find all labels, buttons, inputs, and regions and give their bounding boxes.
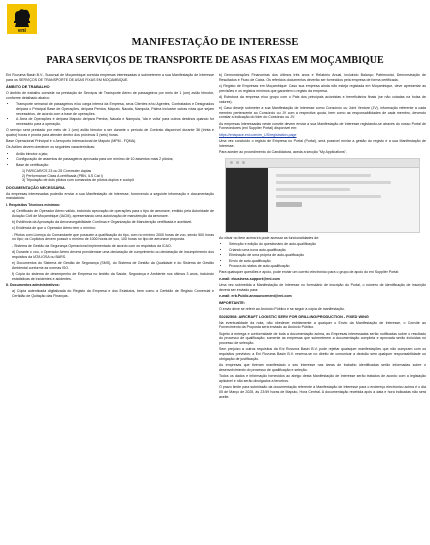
service-heading: S0282508: AIRCRAFT LOGISTIC SERV FOR DRILLING/PRODUCTION - FIXED WING	[219, 314, 369, 319]
certification-item: 1) FAR/CAR/CS 23 ou 25 Commuter duplas	[22, 168, 92, 173]
right-column	[219, 73, 426, 401]
requirement-item: • Base de certificação:	[16, 163, 214, 168]
certification-list	[6, 169, 214, 183]
intro-paragraph: Eni Rovuma Basin B.V., Sucursal de Moçambique convida empresas interessadas a submeterem a sua Manifestação de Interesse para os SERVIÇOS DE TRANSPORTE DE ASAS FIXAS EM MOÇAMBIQUE.	[6, 73, 214, 82]
technical-item: - Pilotos com Licença do Comandante que possuem a qualificação do tipo, com no mínimo 2000 horas de voo, sendo 500 horas no tipo; os Copilotos devem possuir o mínimo de 1000 horas de voo, 100 horas no tipo de aeronave proposta.	[12, 232, 214, 242]
document-subtitle: PARA SERVIÇOS DE TRANSPORTE DE ASAS FIXAS EM MOÇAMBIQUE	[46, 55, 384, 66]
portal-screenshot	[225, 158, 420, 233]
support-email[interactable]: e-mail: ebusiness.support@eni.com	[219, 276, 280, 281]
certification-item: 3) Tripulação de dois pilotos com comandos de pilotos duplos e cockpit	[22, 178, 134, 183]
requirements-list	[6, 152, 214, 168]
screenshot-sidebar	[226, 168, 268, 232]
submission-paragraph: As empresas interessadas neste convite devem enviar a sua Manifestação de Interesse registando-se através do nosso Portal de Fornecedores (eni Supplier Portal) disponível em:	[219, 121, 426, 131]
technical-item: c) Evidência de que o Operador Aéreo tem o mínimo:	[12, 226, 96, 231]
docs-paragraph: As empresas interessadas poderão enviar a sua Manifestação de Interesse, fornecendo a seguinte informação e documentação mandatória:	[6, 191, 214, 201]
important-paragraph: O envio deve se referir ao Anúncio Público e se seguir a cópia de manifestação.	[219, 307, 345, 312]
window-dot	[236, 161, 239, 164]
requirement-item: • Configuração de assentos de passageiros aprovada para um mínimo de 10 assentos mais 2 pilotos;	[16, 157, 214, 162]
admin-item: b) Demonstrações Financeiras dos últimos três anos e Relatório Anual, incluindo Balanço Patrimonial, Demonstração de Resultados e Fluxo de Caixa. Os referidos documentos deverão ser fornecidos pela empresa de forma certificada.	[219, 73, 426, 82]
technical-item: - Sistema de Gestão da Segurança Operacional implementado de acordo com os requisitos da ICAO.	[12, 243, 172, 248]
note-paragraph: Todos os dados e informação fornecidos ao abrigo desta Manifestação de Interesse serão tratados de acordo com a legislação aplicável e não serão divulgados a terceiros.	[219, 374, 426, 383]
note-paragraph: O prazo limite para submissão da documentação referente à Manifestação de Interesse para o endereço electrónico acima é o dia 05 de Março de 2025, às 23:59 horas de Maputo, Hora Central. A documentação recebida após a data e hora indicadas não será aceite.	[219, 385, 426, 399]
document-title: MANIFESTAÇÃO DE INTERESSE	[131, 37, 299, 48]
technical-item: a) Certificado de Operador Aéreo válido, incluindo aprovação de operações para o tipo de aeronave, emitido pela Autoridade de Aviação Civil de Moçambique (IACM), apresentando uma autorização de manutenção da aeronave.	[12, 209, 214, 218]
screenshot-text-line	[276, 188, 350, 191]
screenshot-body	[226, 168, 419, 232]
scope-item: • Transporte semanal de passageiros e/ou carga interna da Empresa, seus Clientes e/ou Agentes, Contratados e Designados de/para o Principal Base de Operações, de/para Pemba, Maputo, Nacala, Nampula, Palma inclusive outras rotas que sejam necessários, de acordo com a base de operações.	[16, 102, 214, 116]
feature-item: • Eliminação de uma própria de auto-qualificação	[229, 253, 426, 258]
feature-item: • Criando uma nova auto-qualificação	[229, 248, 426, 253]
window-dot	[242, 161, 245, 164]
note-paragraph: As empresas que tiveram manifestado o seu interesse nas áreas de trabalho identificadas serão informadas sobre o desenvolvimento do processo de qualificação e seleção.	[219, 363, 426, 372]
contact-paragraph: Para quaisquer questões e apoio, pode enviar um correio electrónico para o grupo de apoio do eni Supplier Portal:	[219, 270, 400, 275]
scope-item: • A Área de Operações é de/para Maputo de/para Pemba, Nacala e Nampula, 'ida e volta' para outros destinos quando for necessário para a operação.	[16, 117, 214, 126]
admin-item: c) Registo de Empresas em Moçambique: Caso sua empresa ainda não esteja registada em Moçambique, deve apresentar as previsões e os registos mínimos que garantem o registo da empresa.	[219, 84, 426, 93]
screenshot-window-bar	[226, 159, 419, 168]
portal-paragraph: Uma vez concluído o registo de Empresa no Portal (Portal), será possível enviar a gestão do registo e a sua Manifestação de Interesse.	[219, 139, 426, 148]
docs-section-administrative: II. Documentos administrativos:	[6, 282, 60, 287]
screenshot-text-line	[276, 174, 371, 177]
technical-item: d) Durante o voo, o Operador Aéreo deverá providenciar uma declaração de cumprimento ou declaração de incumprimento dos requisitos da IATA IOSA ou BARS.	[12, 249, 214, 259]
window-dot	[230, 161, 233, 164]
portal-link[interactable]: https://enispace.eni.com/en_US/registration.page	[219, 132, 297, 137]
scope-list	[6, 102, 214, 126]
scope-paragraph: O âmbito de trabalho consiste na prestação de Serviços de Transporte Aéreo de passageiros por meio de 1 (um) avião bimotor, conforme detalhado abaixo:	[6, 91, 214, 100]
administrative-requirements	[6, 289, 214, 298]
reply-paragraph: Uma vez submetida a Manifestação de Interesse no formulário de inscrição do Portal, o número de identificação de inscrição deverá ser enviado para:	[219, 282, 426, 292]
requirements-intro: Os Aviões devem obedecer os seguintes características:	[6, 145, 96, 150]
admin-item: e) Caso deseje submeter a sua Manifestação de Interesse como Consórcio ou Joint Venture (JV), informação referente a cada membro pertencente ao Consórcio ou JV com a respectiva quota, bem como as responsabilidades de cada membro, devendo constar a indicação do líder do Consórcio ou JV.	[219, 106, 426, 120]
duration-paragraph: O serviço será prestado por meio de 1 (um) avião bimotor a ser durante o período de Contrato disponível durante 36 (trinta e quatro) horas e pronta para atender dentro dos próximos 3 (seis) horas.	[6, 128, 214, 137]
base-paragraph: Base Operacional Principal é o Aeroporto Internacional de Maputo (MPM - FQMA).	[6, 139, 137, 144]
screenshot-text-line	[276, 195, 381, 198]
technical-item: b) Evidência da Aprovação da Aeronavegabilidade Contínua e Organização de Manutenção certificada e aceitável.	[12, 220, 193, 225]
screenshot-button	[276, 202, 302, 207]
note-paragraph: Na eventualidade da nota, não obedecer estritamente a qualquer o Envio da Manifestação de Interesse, o Convite ao Fornecimento da Proposta será enviado ao Anúncio Público.	[219, 320, 426, 330]
docs-heading: DOCUMENTAÇÃO NECESSÁRIA	[6, 185, 65, 190]
technical-item: f) Cópia do sistema de desempenho de Empresa no âmbito da Saúde, Segurança e Ambiente nos últimos 3 anos, incluindo estatísticas de incidentes e acidentes.	[12, 271, 214, 281]
screenshot-text-line	[276, 181, 391, 184]
left-column	[6, 73, 214, 300]
features-intro: Ao clicar no item acima irá pode acessar as funcionalidades de:	[219, 235, 320, 240]
docs-section-technical: I. Requisitos Técnicos mínimos:	[6, 202, 61, 207]
administrative-item: a) Cópia autenticada digitalizada do Registo da Empresa e dos Estatutos, bem como a Certidão de Registo Comercial e Certidão de Quitação das Finanças.	[12, 289, 214, 298]
certification-item: 2) Performance Class A certificada (PBN, ILS Cat I)	[22, 173, 103, 178]
important-heading: IMPORTANTE:	[219, 301, 246, 306]
screenshot-main	[268, 168, 419, 232]
feature-item: • Selecção e edição do questionário de auto-qualificação	[229, 242, 426, 247]
admin-item: d) Estrutura da empresa e/ou grupo com o Pais dos principais acionistas e beneficiários finais (se não cotadas na bolsa de valores).	[219, 95, 426, 104]
requirement-item: • Avião bimotor a jato;	[16, 152, 214, 157]
announcement-email[interactable]: e-mail: erb.Public.announcement@eni.com	[219, 293, 292, 298]
technical-item: e) Documentos do Sistema de Gestão de Segurança (SMS), do Sistema de Gestão da Qualidade e do Sistema de Gestão Ambiental conforme as normas ISO.	[12, 260, 214, 270]
note-paragraph: Sujeito à entrega e conformidade de toda a documentação acima, as Empresas interessadas serão notificadas sobre o resultado do processo de qualificação; somente as empresas que submeterem a documentação completa e aprovada serão incluídas no processo de selecção.	[219, 331, 426, 346]
feature-item: • Procura do status de auto-qualificação	[229, 264, 426, 269]
scope-heading: ÂMBITO DE TRABALHO	[6, 84, 50, 89]
technical-requirements	[6, 209, 214, 281]
svg-text:eni: eni	[18, 28, 26, 34]
features-list	[219, 242, 426, 269]
note-paragraph: Sem prejuízo a outros requisitos da Eni Rovuma Basin B.V. pode rejeitar quaisquer manifestações que não cumpram com os requisitos previstos; a Eni Rovuma Basin B.V. reserva-se no direito de comunicar a decisão sem qualquer responsabilidade ou obrigação de justificação.	[219, 347, 426, 361]
portal-step: Para aceder ao procedimento do Candidatura, aceda a secção "My Applications".	[219, 150, 347, 154]
feature-item: • Envio de auto-qualificação	[229, 259, 426, 264]
eni-logo	[7, 4, 37, 34]
